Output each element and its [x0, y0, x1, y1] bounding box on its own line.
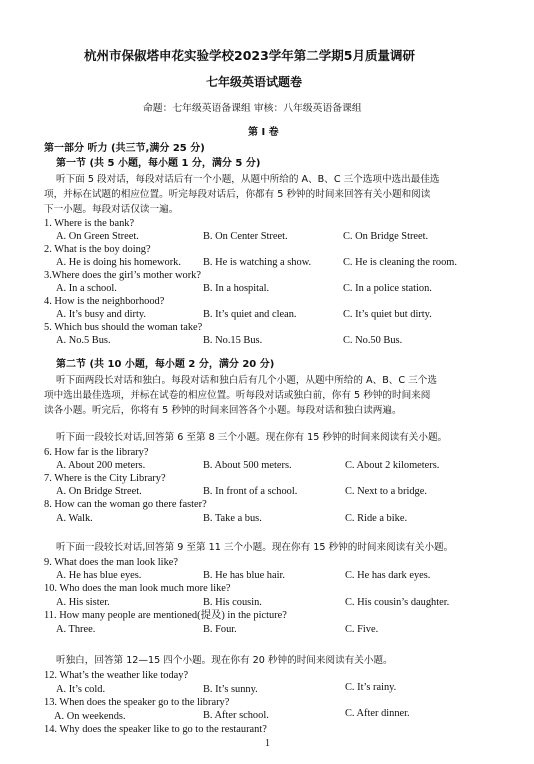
option-b: B. It’s sunny. [203, 684, 258, 695]
option-b: B. He is watching a show. [203, 257, 312, 268]
option-a: A. It’s busy and dirty. [56, 309, 146, 320]
section1-instruction-line: 听下面 5 段对话，每段对话后有一个小题，从题中所给的 A、B、C 三个选项中选出最佳选 [56, 174, 440, 185]
option-c: C. After dinner. [345, 708, 410, 719]
option-a: A. He has blue eyes. [56, 570, 142, 581]
question-stem: 1. Where is the bank? [44, 218, 135, 229]
group-intro: 听下面一段较长对话,回答第 9 至第 11 三个小题。现在你有 15 秒钟的时间来阅读有关小题。 [56, 542, 454, 553]
option-b: B. In front of a school. [203, 486, 298, 497]
exam-title: 杭州市保俶塔申花实验学校2023学年第二学期5月质量调研 [84, 48, 415, 63]
option-c: C. No.50 Bus. [343, 335, 403, 346]
option-c: C. Ride a bike. [345, 513, 408, 524]
option-c: C. He has dark eyes. [345, 570, 431, 581]
option-c: C. On Bridge Street. [343, 231, 429, 242]
option-b: B. After school. [203, 710, 269, 721]
option-c: C. In a police station. [343, 283, 432, 294]
option-b: B. On Center Street. [203, 231, 288, 242]
question-stem: 10. Who does the man look much more like? [44, 583, 231, 594]
volume-heading: 第 I 卷 [248, 127, 279, 138]
option-c: C. His cousin’s daughter. [345, 597, 450, 608]
section2-instruction-line: 项中选出最佳选项，并标在试卷的相应位置。听每段对话或独白前，你有 5 秒钟的时间来阅 [44, 390, 431, 401]
option-b: B. Four. [203, 624, 237, 635]
section1-instruction-line: 项，并标在试题的相应位置。听完每段对话后，你都有 5 秒钟的时间来回答有关小题和阅读 [44, 189, 431, 200]
option-a: A. It’s cold. [56, 684, 106, 695]
question-stem: 9. What does the man look like? [44, 557, 178, 568]
option-b: B. About 500 meters. [203, 460, 292, 471]
question-stem: 11. How many people are mentioned(提及) in the picture? [44, 610, 287, 621]
question-stem: 4. How is the neighborhood? [44, 296, 165, 307]
option-c: C. Next to a bridge. [345, 486, 427, 497]
option-a: A. On Bridge Street. [56, 486, 142, 497]
exam-subtitle: 七年级英语试题卷 [206, 75, 303, 89]
option-a: A. In a school. [56, 283, 117, 294]
section1-instruction-line: 下一小题。每段对话仅读一遍。 [44, 204, 179, 215]
question-stem: 2. What is the boy doing? [44, 244, 151, 255]
question-stem: 3.Where does the girl’s mother work? [44, 270, 201, 281]
option-a: A. Walk. [56, 513, 93, 524]
option-b: B. In a hospital. [203, 283, 270, 294]
group-intro: 听独白，回答第 12—15 四个小题。现在你有 20 秒钟的时间来阅读有关小题。 [56, 655, 393, 666]
option-b: B. He has blue hair. [203, 570, 285, 581]
option-b: B. It’s quiet and clean. [203, 309, 297, 320]
question-stem: 12. What’s the weather like today? [44, 670, 189, 681]
section2-instruction-line: 读各小题。听完后，你将有 5 秒钟的时间来回答各个小题。每段对话和独白读两遍。 [44, 405, 402, 416]
exam-authors: 命题：七年级英语备课组 审核：八年级英语备课组 [143, 103, 362, 114]
option-a: A. No.5 Bus. [56, 335, 111, 346]
option-c: C. About 2 kilometers. [345, 460, 440, 471]
option-a: A. On Green Street. [56, 231, 139, 242]
option-a: A. His sister. [56, 597, 110, 608]
section2-instruction-line: 听下面两段长对话和独白。每段对话和独白后有几个小题，从题中所给的 A、B、C 三个选 [56, 375, 437, 386]
option-c: C. Five. [345, 624, 379, 635]
option-c: C. It’s quiet but dirty. [343, 309, 432, 320]
option-a: A. Three. [56, 624, 96, 635]
question-stem: 7. Where is the City Library? [44, 473, 166, 484]
option-b: B. His cousin. [203, 597, 262, 608]
page-number: 1 [265, 738, 270, 749]
option-b: B. Take a bus. [203, 513, 262, 524]
section1-title: 第一节 (共 5 小题，每小题 1 分，满分 5 分) [56, 158, 261, 169]
option-a: A. He is doing his homework. [56, 257, 181, 268]
question-stem: 13. When does the speaker go to the library? [44, 697, 230, 708]
option-c: C. It’s rainy. [345, 682, 397, 693]
question-stem: 5. Which bus should the woman take? [44, 322, 203, 333]
question-stem: 6. How far is the library? [44, 447, 149, 458]
option-a: A. On weekends. [54, 711, 126, 722]
option-a: A. About 200 meters. [56, 460, 146, 471]
question-stem: 8. How can the woman go there faster? [44, 499, 207, 510]
section2-title: 第二节 (共 10 小题，每小题 2 分，满分 20 分) [56, 359, 275, 370]
question-stem: 14. Why does the speaker like to go to the restaurant? [44, 724, 267, 735]
option-c: C. He is cleaning the room. [343, 257, 457, 268]
option-b: B. No.15 Bus. [203, 335, 263, 346]
part1-title: 第一部分 听力 (共三节,满分 25 分) [44, 143, 205, 154]
group-intro: 听下面一段较长对话,回答第 6 至第 8 三个小题。现在你有 15 秒钟的时间来阅读有关小题。 [56, 432, 448, 443]
